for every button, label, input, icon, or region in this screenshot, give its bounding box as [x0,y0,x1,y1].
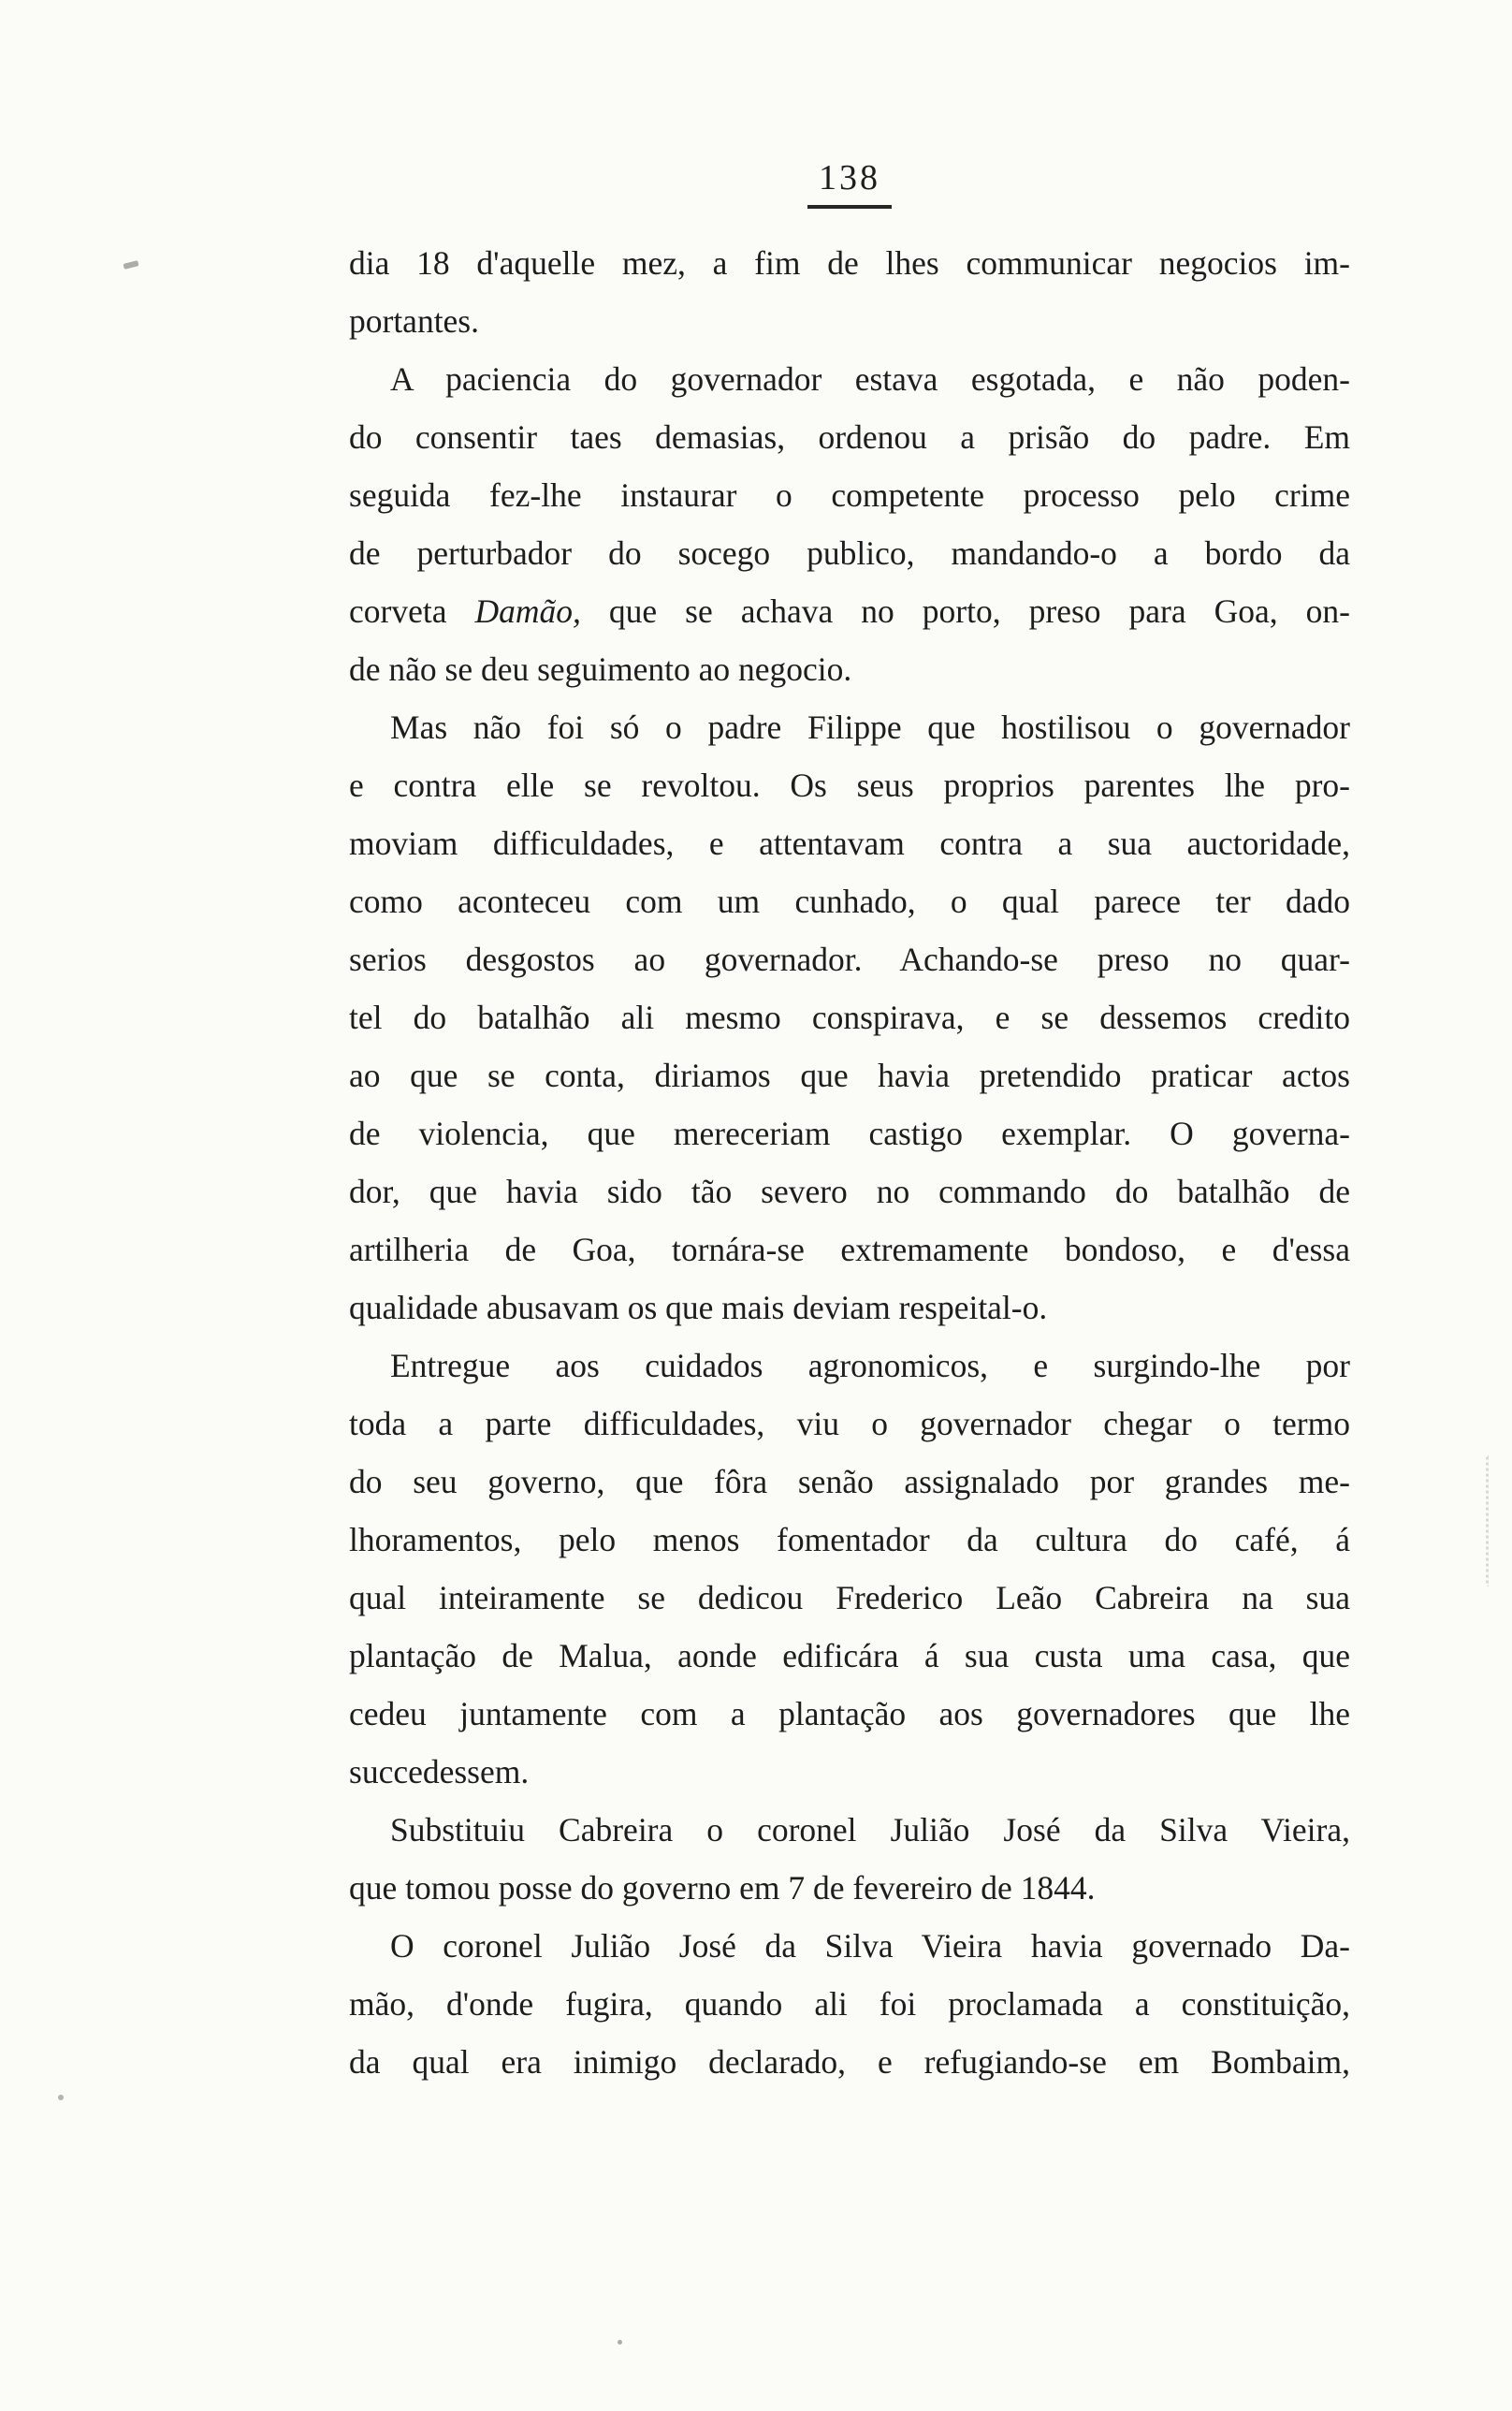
text-line: que tomou posse do governo em 7 de fevereiro de 1844. [349,1869,1096,1907]
text-line: succedessem. [349,1753,530,1790]
text-line: qual inteiramente se dedicou Frederico Leão Cabreira na sua [349,1579,1350,1616]
text-line: do consentir taes demasias, ordenou a prisão do padre. Em [349,418,1350,456]
text-line: seguida fez-lhe instaurar o competente processo pelo crime [349,476,1350,514]
scan-artifact [618,2340,622,2345]
text-line: e contra elle se revoltou. Os seus proprios parentes lhe pro- [349,767,1350,804]
text-line: dor, que havia sido tão severo no commando do batalhão de [349,1173,1350,1210]
text-line: artilheria de Goa, tornára-se extremamente bondoso, e d'essa [349,1231,1350,1268]
text-line: plantação de Malua, aonde edificára á sua custa uma casa, que [349,1637,1350,1674]
text-line: O coronel Julião José da Silva Vieira havia governado Da- [390,1927,1350,1965]
text-line: do seu governo, que fôra senão assignalado por grandes me- [349,1463,1350,1500]
page-text [349,234,1350,2091]
text-line: qualidade abusavam os que mais deviam respeital-o. [349,1289,1048,1326]
text-line: Entregue aos cuidados agronomicos, e surgindo-lhe por [390,1347,1350,1384]
text-line: Mas não foi só o padre Filippe que hostilisou o governador [390,709,1350,746]
text-line: A paciencia do governador estava esgotada, e não poden- [390,360,1350,398]
text-line: de perturbador do socego publico, mandando-o a bordo da [349,534,1350,572]
scan-artifact [58,2095,64,2100]
scan-artifact [124,260,139,270]
text-line: Substituiu Cabreira o coronel Julião José da Silva Vieira, [390,1811,1350,1848]
text-line: dia 18 d'aquelle mez, a fim de lhes communicar negocios im- [349,244,1350,282]
text-line: portantes. [349,302,480,340]
text-line: mão, d'onde fugira, quando ali foi proclamada a constituição, [349,1985,1350,2023]
text-line: como aconteceu com um cunhado, o qual parece ter dado [349,883,1350,920]
text-line: cedeu juntamente com a plantação aos governadores que lhe [349,1695,1350,1732]
page-header [349,157,1350,209]
text-line: corveta Damão, que se achava no porto, preso para Goa, on- [349,592,1350,630]
text-line: tel do batalhão ali mesmo conspirava, e se dessemos credito [349,999,1350,1036]
scan-artifact [1486,1455,1491,1586]
text-line: lhoramentos, pelo menos fomentador da cultura do café, á [349,1521,1350,1558]
text-line: de violencia, que mereceriam castigo exemplar. O governa- [349,1115,1350,1152]
text-line: serios desgostos ao governador. Achando-se preso no quar- [349,941,1350,978]
text-line: ao que se conta, diriamos que havia pretendido praticar actos [349,1057,1350,1094]
page-number: 138 [807,157,892,209]
text-line: de não se deu seguimento ao negocio. [349,650,852,688]
text-line: moviam difficuldades, e attentavam contra a sua auctoridade, [349,825,1350,862]
text-line: da qual era inimigo declarado, e refugiando-se em Bombaim, [349,2043,1350,2081]
text-line: toda a parte difficuldades, viu o governador chegar o termo [349,1405,1350,1442]
